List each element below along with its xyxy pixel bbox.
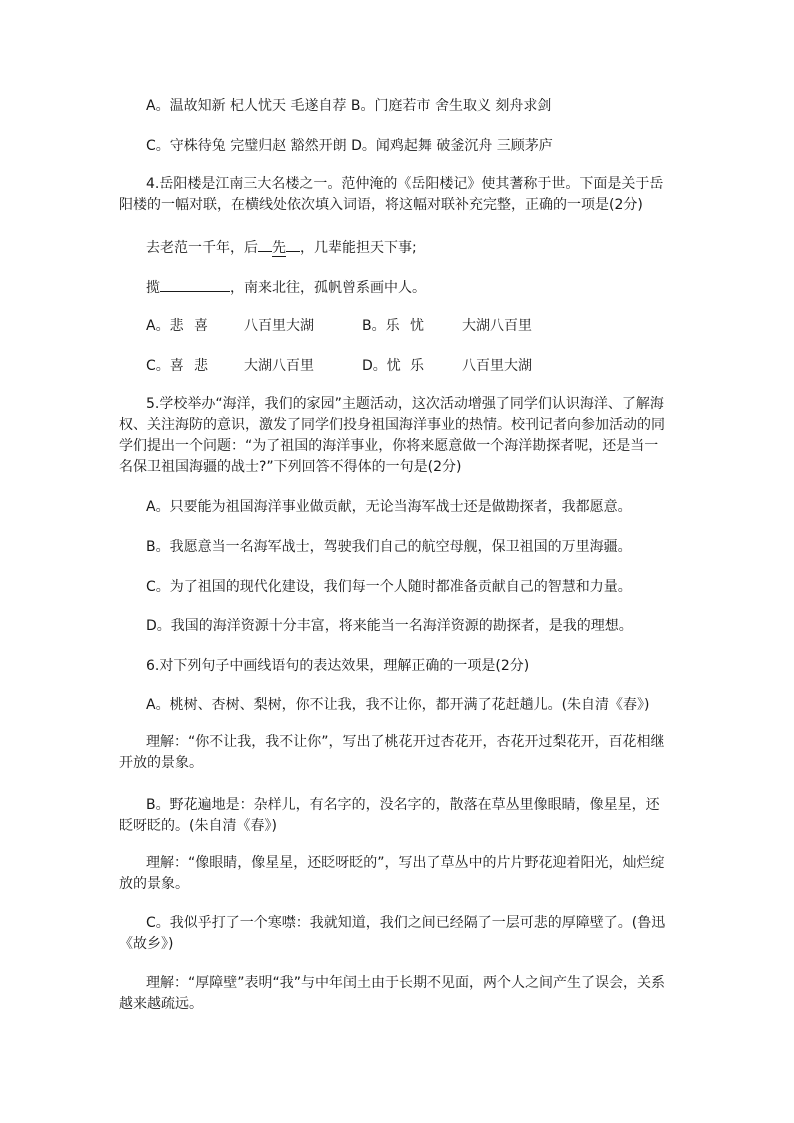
q5-option-d: D。我国的海洋资源十分丰富，将来能当一名海洋资源的勘探者，是我的理想。	[146, 618, 633, 634]
q4-opt-a-w1: 喜	[194, 318, 208, 334]
q4-opt-a-label: A。悲	[146, 318, 184, 334]
q3-options-cd: C。守株待兔 完璧归赵 豁然开朗 D。闻鸡起舞 破釜沉舟 三顾茅庐	[146, 138, 553, 154]
couplet-line1-mid: 先	[272, 240, 286, 256]
q6-stem: 6.对下列句子中画线语句的表达效果，理解正确的一项是(2分)	[146, 658, 530, 674]
q5-stem: 5.学校举办“海洋，我们的家园”主题活动，这次活动增强了同学们认识海洋、了解海权、关注海防的意识，激发了同学们投身祖国海洋事业的热情。校刊记者向参加活动的同学们提出一个问题：“为了祖国的海洋事业，你将来愿意做一个海洋勘探者呢，还是当一名保卫祖国海疆的战士?”下列回答不得体的一句是(2分)	[119, 396, 665, 475]
q4-couplet-line2	[146, 276, 666, 298]
q4-opt-d-label: D。忧	[362, 358, 401, 374]
q6-option-c: C。我似乎打了一个寒噤：我就知道，我们之间已经隔了一层可悲的厚障壁了。(鲁迅《故乡》)	[119, 915, 666, 952]
blank-2	[286, 236, 300, 252]
q5-option-c: C。为了祖国的现代化建设，我们每一个人随时都准备贡献自己的智慧和力量。	[146, 579, 632, 595]
q4-stem: 4.岳阳楼是江南三大名楼之一。范仲淹的《岳阳楼记》使其蓍称于世。下面是关于岳阳楼的一幅对联，在横线处依次填入词语，将这幅对联补充完整，正确的一项是(2分)	[119, 176, 664, 213]
q4-opt-c-label: C。喜	[146, 358, 184, 374]
q4-options-cd	[146, 356, 666, 376]
q4-opt-d-w1: 乐	[410, 358, 424, 374]
q4-options-ab	[146, 316, 666, 336]
blank-3	[160, 276, 230, 292]
q4-opt-b-w2: 大湖八百里	[462, 318, 532, 334]
q5-option-a: A。只要能为祖国海洋事业做贡献，无论当海军战士还是做勘探者，我都愿意。	[146, 499, 632, 515]
q3-options-ab: A。温故知新 杞人忧天 毛遂自荐 B。门庭若市 舍生取义 刻舟求剑	[146, 98, 552, 114]
couplet-line1-suffix: ，几辈能担天下事;	[300, 240, 417, 256]
q4-opt-b-w1: 忧	[410, 318, 424, 334]
q6-option-c-explanation: 理解：“厚障壁”表明“我”与中年闰土由于长期不见面，两个人之间产生了误会，关系越来越疏远。	[119, 975, 666, 1012]
blank-1	[258, 236, 272, 252]
q4-opt-c-w1: 悲	[194, 358, 208, 374]
couplet-line2-suffix: ，南来北往，孤帆曾系画中人。	[230, 280, 426, 296]
couplet-line1-prefix: 去老范一千年，后	[146, 240, 258, 256]
q6-option-b-explanation: 理解：“像眼睛，像星星，还眨呀眨的”，写出了草丛中的片片野花迎着阳光，灿烂绽放的景象。	[119, 855, 665, 892]
q4-opt-c-w2: 大湖八百里	[244, 358, 314, 374]
q4-couplet-line1	[146, 236, 666, 258]
couplet-line2-prefix: 揽	[146, 280, 160, 296]
q5-option-b: B。我愿意当一名海军战士，驾驶我们自己的航空母舰，保卫祖国的万里海疆。	[146, 539, 632, 555]
q4-opt-b-label: B。乐	[362, 318, 400, 334]
q4-opt-d-w2: 八百里大湖	[462, 358, 532, 374]
q6-option-b: B。野花遍地是：杂样儿，有名字的，没名字的，散落在草丛里像眼睛，像星星，还眨呀眨的。(朱自清《春》)	[119, 797, 660, 834]
q6-option-a: A。桃树、杏树、梨树，你不让我，我不让你，都开满了花赶趟儿。(朱自清《春》)	[146, 697, 650, 713]
q4-opt-a-w2: 八百里大湖	[244, 318, 314, 334]
q6-option-a-explanation: 理解：“你不让我，我不让你”，写出了桃花开过杏花开，杏花开过梨花开，百花相继开放的景象。	[119, 734, 665, 771]
